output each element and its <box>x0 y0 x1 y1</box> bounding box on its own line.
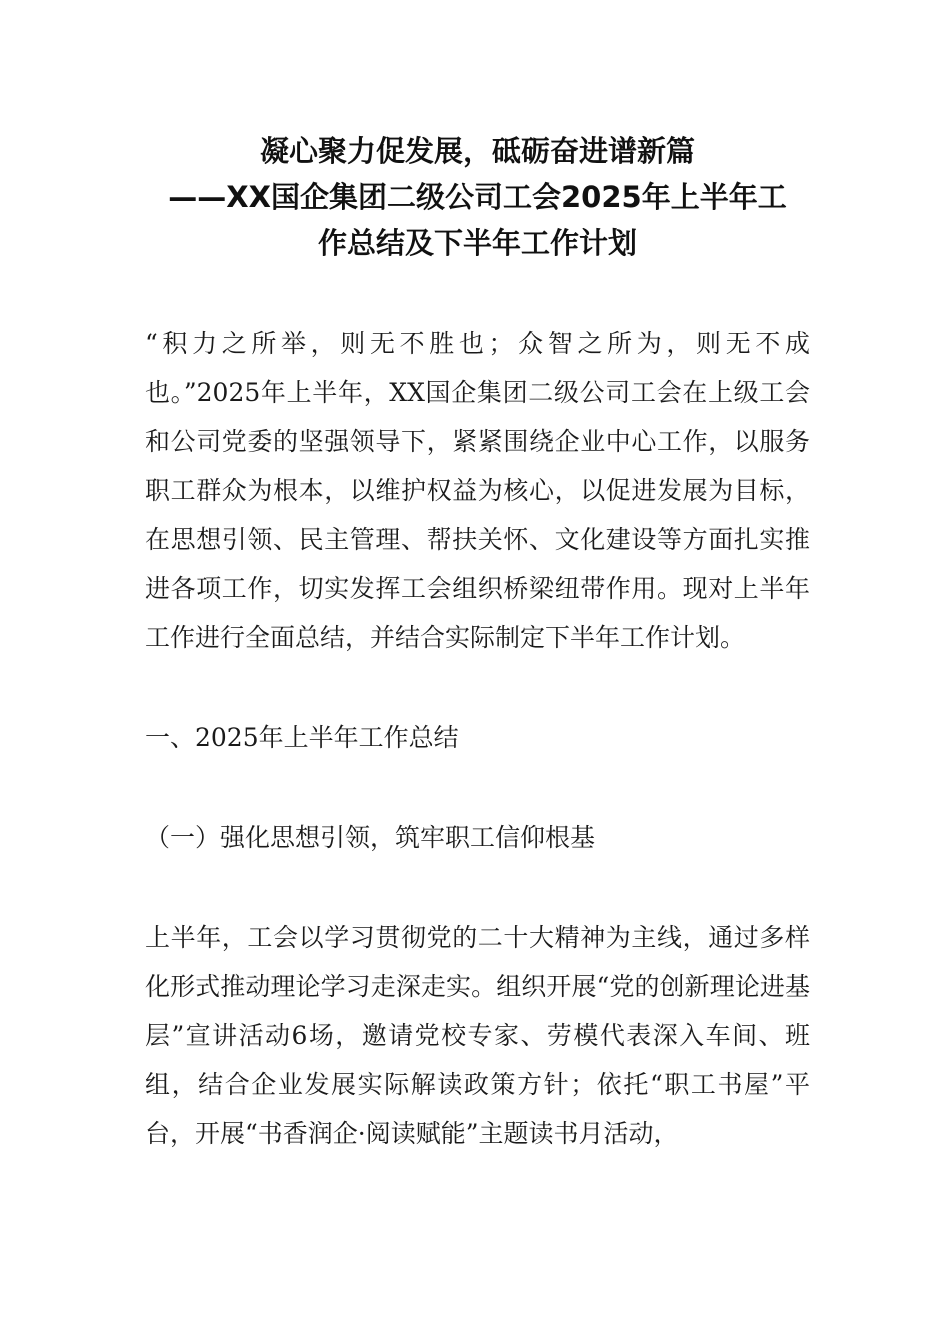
document-page <box>145 128 810 1158</box>
title-line-2: ——XX国企集团二级公司工会2025年上半年工 <box>168 180 787 214</box>
section-heading: 一、2025年上半年工作总结 <box>145 723 459 752</box>
body-paragraph: 上半年，工会以学习贯彻党的二十大精神为主线，通过多样化形式推动理论学习走深走实。组织开展“党的创新理论进基层”宣讲活动6场，邀请党校专家、劳模代表深入车间、班组，结合企业发展实际解读政策方针；依托“职工书屋”平台，开展“书香润企·阅读赋能”主题读书月活动， <box>145 923 810 1148</box>
intro-paragraph: “积力之所举，则无不胜也；众智之所为，则无不成也。”2025年上半年，XX国企集团二级公司工会在上级工会和公司党委的坚强领导下，紧紧围绕企业中心工作，以服务职工群众为根本，以维护权益为核心，以促进发展为目标，在思想引领、民主管理、帮扶关怀、文化建设等方面扎实推进各项工作，切实发挥工会组织桥梁纽带作用。现对上半年工作进行全面总结，并结合实际制定下半年工作计划。 <box>145 329 810 652</box>
title-line-3: 作总结及下半年工作计划 <box>317 226 637 260</box>
subsection-heading: （一）强化思想引领，筑牢职工信仰根基 <box>145 823 596 852</box>
document-title <box>125 128 830 266</box>
title-line-1: 凝心聚力促发展，砥砺奋进谱新篇 <box>259 134 695 168</box>
